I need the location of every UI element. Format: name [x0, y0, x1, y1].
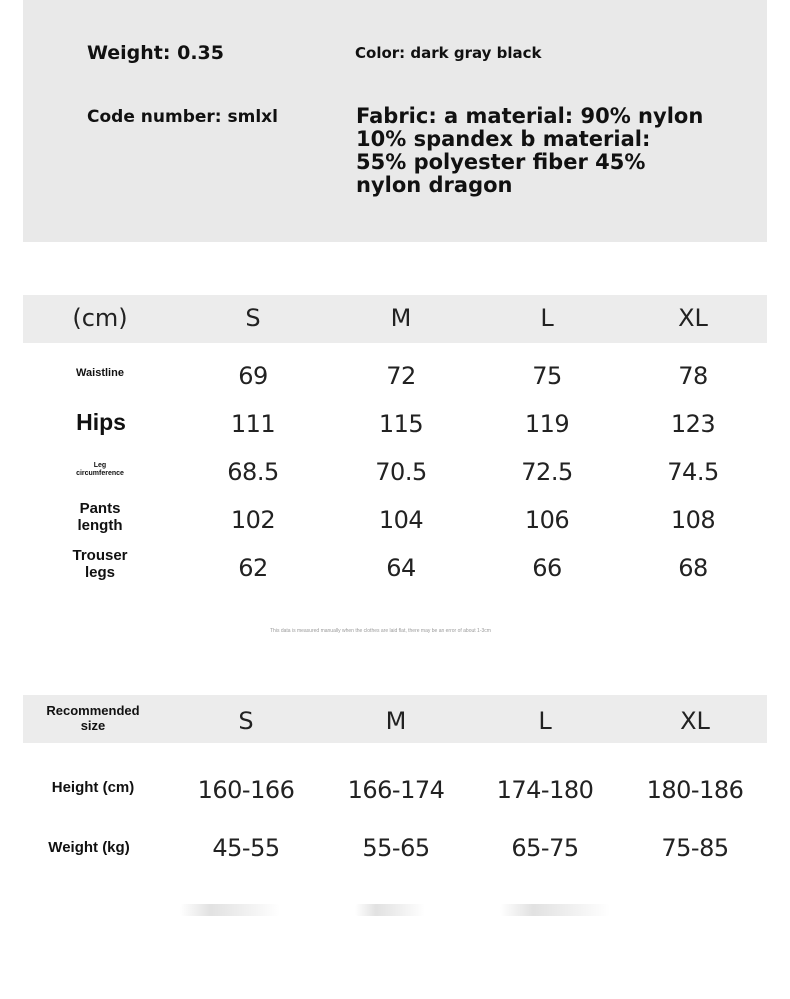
table-cell: 70.5 — [375, 458, 427, 486]
color-text: Color: dark gray black — [355, 44, 542, 62]
row-label-hips: Hips — [76, 409, 126, 435]
size-header-l: L — [540, 304, 554, 332]
recommend-header-label: Recommended size — [46, 703, 140, 733]
product-info-panel — [23, 0, 767, 242]
table-cell: 65-75 — [511, 834, 579, 862]
table-cell: 108 — [670, 506, 716, 534]
size-header-xl: XL — [678, 304, 708, 332]
recommend-size-m: M — [385, 707, 407, 735]
table-cell: 111 — [230, 410, 276, 438]
row-label-leg-circumference: Leg circumference — [76, 462, 124, 478]
table-cell: 104 — [378, 506, 424, 534]
faded-watermark — [180, 904, 280, 916]
table-cell: 102 — [230, 506, 276, 534]
row-label-height: Height (cm) — [51, 779, 135, 796]
table-cell: 119 — [524, 410, 570, 438]
table-cell: 166-174 — [347, 776, 445, 804]
fabric-text: Fabric: a material: 90% nylon 10% spandex b material: 55% polyester fiber 45% nylon dragon — [356, 104, 704, 197]
row-label-waistline: Waistline — [76, 367, 124, 379]
table-cell: 75 — [532, 362, 562, 390]
unit-header: (cm) — [72, 304, 128, 332]
table-cell: 62 — [238, 554, 268, 582]
code-number-text: Code number: smlxl — [87, 107, 278, 127]
row-label-weight: Weight (kg) — [48, 839, 130, 856]
table-cell: 55-65 — [362, 834, 430, 862]
table-cell: 74.5 — [667, 458, 719, 486]
table-cell: 64 — [386, 554, 416, 582]
table-cell: 123 — [670, 410, 716, 438]
table-cell: 68 — [678, 554, 708, 582]
size-header-m: M — [390, 304, 412, 332]
weight-text: Weight: 0.35 — [87, 42, 224, 64]
measurement-note: This data is measured manually when the clothes are laid flat, there may be an error of about 1-3cm — [270, 628, 491, 634]
table-cell: 106 — [524, 506, 570, 534]
table-cell: 78 — [678, 362, 708, 390]
faded-watermark — [500, 904, 610, 916]
table-cell: 160-166 — [197, 776, 295, 804]
table-cell: 69 — [238, 362, 268, 390]
table-cell: 75-85 — [661, 834, 729, 862]
table-cell: 66 — [532, 554, 562, 582]
row-label-trouser-legs: Trouser legs — [72, 547, 128, 582]
row-label-pants-length: Pants length — [77, 500, 123, 535]
table-cell: 68.5 — [227, 458, 279, 486]
recommend-size-s: S — [238, 707, 254, 735]
table-cell: 72 — [386, 362, 416, 390]
table-cell: 174-180 — [496, 776, 594, 804]
table-cell: 45-55 — [212, 834, 280, 862]
table-cell: 72.5 — [521, 458, 573, 486]
table-cell: 180-186 — [646, 776, 744, 804]
faded-watermark — [355, 904, 425, 916]
size-header-s: S — [245, 304, 261, 332]
table-cell: 115 — [378, 410, 424, 438]
recommend-size-xl: XL — [680, 707, 710, 735]
recommend-size-l: L — [538, 707, 552, 735]
